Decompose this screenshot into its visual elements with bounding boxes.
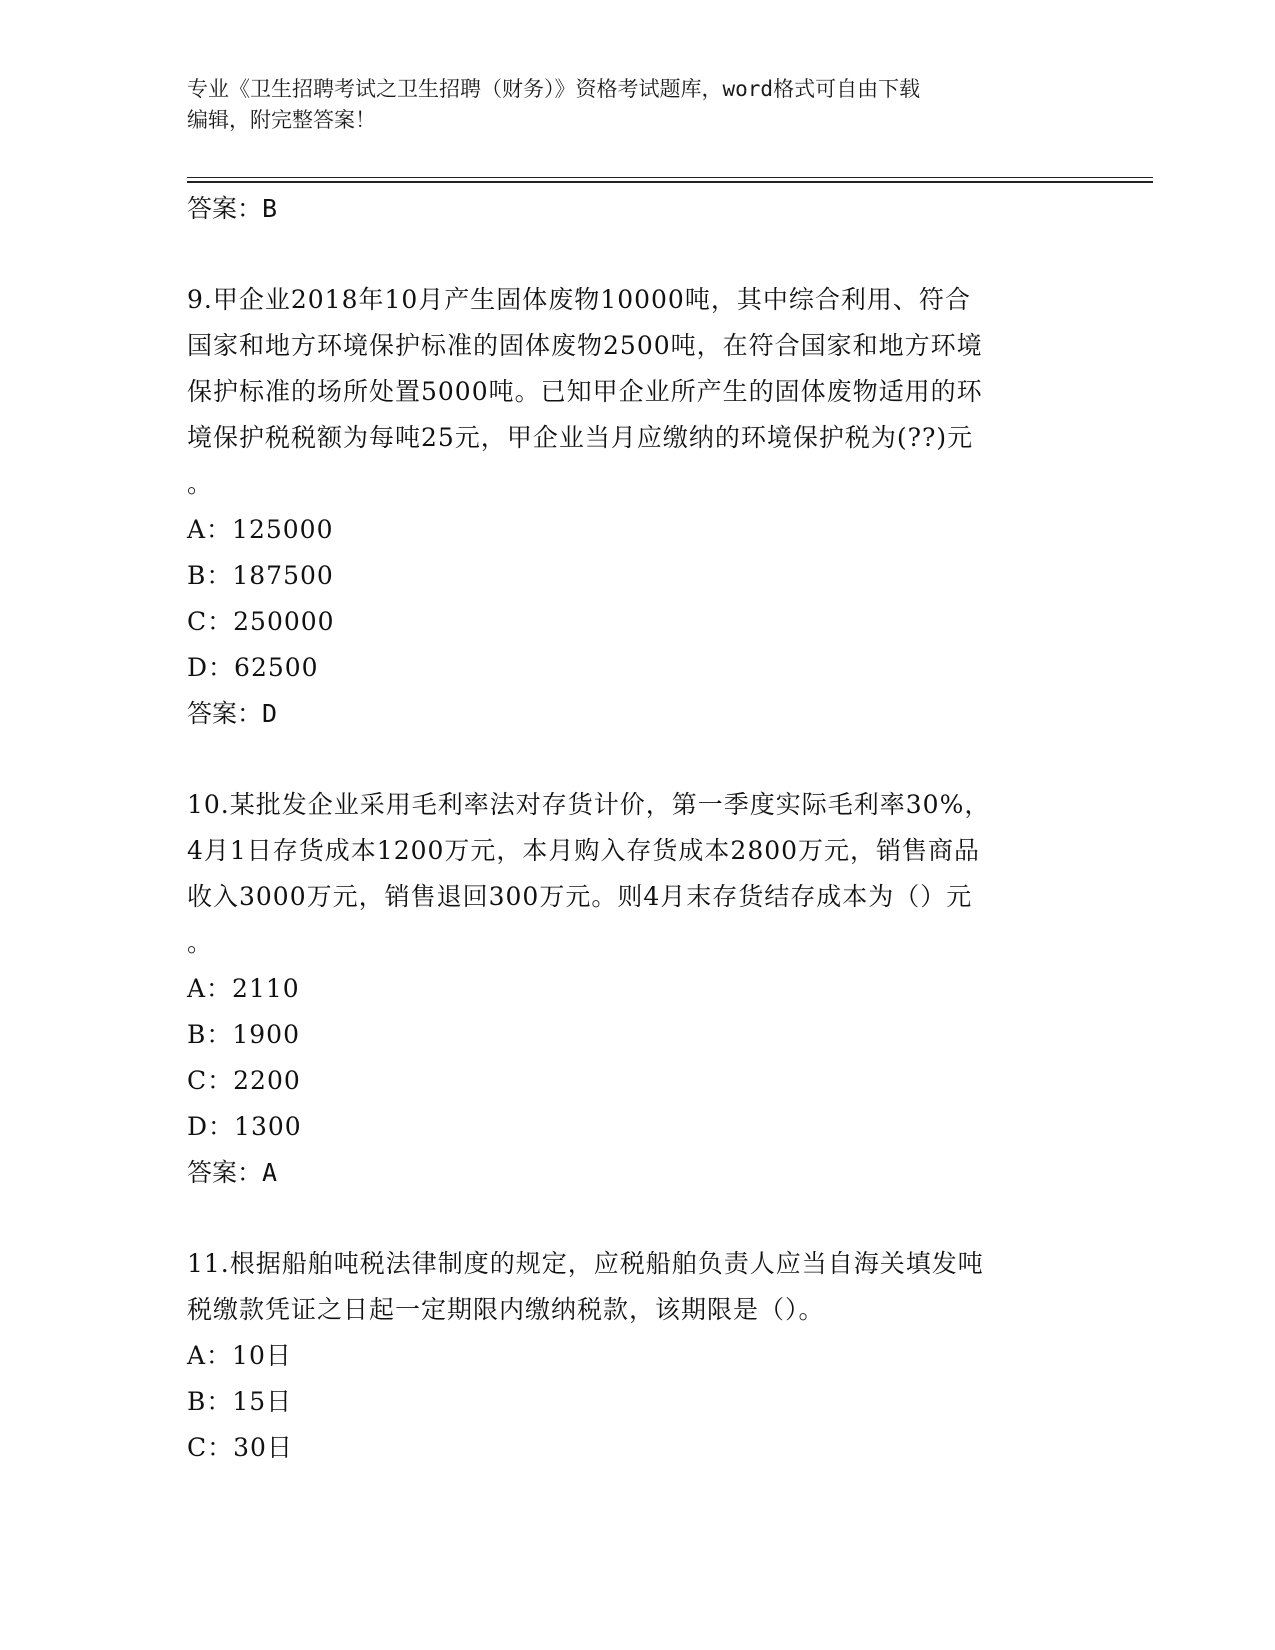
question-9-option-b: B：187500 (187, 561, 334, 590)
page-content (187, 186, 1087, 1471)
question-9-line-5: 。 (187, 469, 214, 498)
question-10-answer: 答案：A (187, 1158, 278, 1187)
spacer (187, 1196, 1087, 1241)
question-10 (187, 782, 1087, 966)
question-11-option-a: A：10日 (187, 1341, 292, 1370)
question-11 (187, 1241, 1087, 1333)
question-9-option-c: C：250000 (187, 607, 335, 636)
question-9-option-a: A：125000 (187, 515, 334, 544)
question-11-option-c: C：30日 (187, 1433, 293, 1462)
question-9-line-4: 境保护税税额为每吨25元，甲企业当月应缴纳的环境保护税为(??)元 (187, 423, 974, 452)
question-9-answer: 答案：D (187, 699, 278, 728)
question-10-option-b: B：1900 (187, 1020, 300, 1049)
question-10-option-a: A：2110 (187, 974, 300, 1003)
question-11-line-1: 11.根据船舶吨税法律制度的规定，应税船舶负责人应当自海关填发吨 (187, 1249, 984, 1278)
page-header (187, 74, 1087, 136)
question-10-option-c: C：2200 (187, 1066, 301, 1095)
question-9-option-d: D：62500 (187, 653, 319, 682)
question-9-line-3: 保护标准的场所处置5000吨。已知甲企业所产生的固体废物适用的环 (187, 377, 983, 406)
header-line-2: 编辑，附完整答案！ (187, 108, 376, 132)
spacer (187, 232, 1087, 277)
question-11-line-2: 税缴款凭证之日起一定期限内缴纳税款，该期限是（）。 (187, 1295, 825, 1324)
header-line-1: 专业《卫生招聘考试之卫生招聘（财务）》资格考试题库，word格式可自由下载 (187, 77, 921, 101)
question-10-line-1: 10.某批发企业采用毛利率法对存货计价，第一季度实际毛利率30%， (187, 790, 991, 819)
header-divider-thin (187, 177, 1153, 178)
question-10-line-3: 收入3000万元，销售退回300万元。则4月末存货结存成本为（）元 (187, 882, 973, 911)
question-9-line-2: 国家和地方环境保护标准的固体废物2500吨，在符合国家和地方环境 (187, 331, 983, 360)
question-10-line-2: 4月1日存货成本1200万元，本月购入存货成本2800万元，销售商品 (187, 836, 981, 865)
question-9 (187, 277, 1087, 507)
question-11-option-b: B：15日 (187, 1387, 293, 1416)
spacer (187, 737, 1087, 782)
header-divider-thick (187, 181, 1153, 183)
question-9-line-1: 9.甲企业2018年10月产生固体废物10000吨，其中综合利用、符合 (187, 285, 971, 314)
answer-prev: 答案：B (187, 194, 278, 223)
question-10-option-d: D：1300 (187, 1112, 302, 1141)
question-10-line-4: 。 (187, 928, 214, 957)
